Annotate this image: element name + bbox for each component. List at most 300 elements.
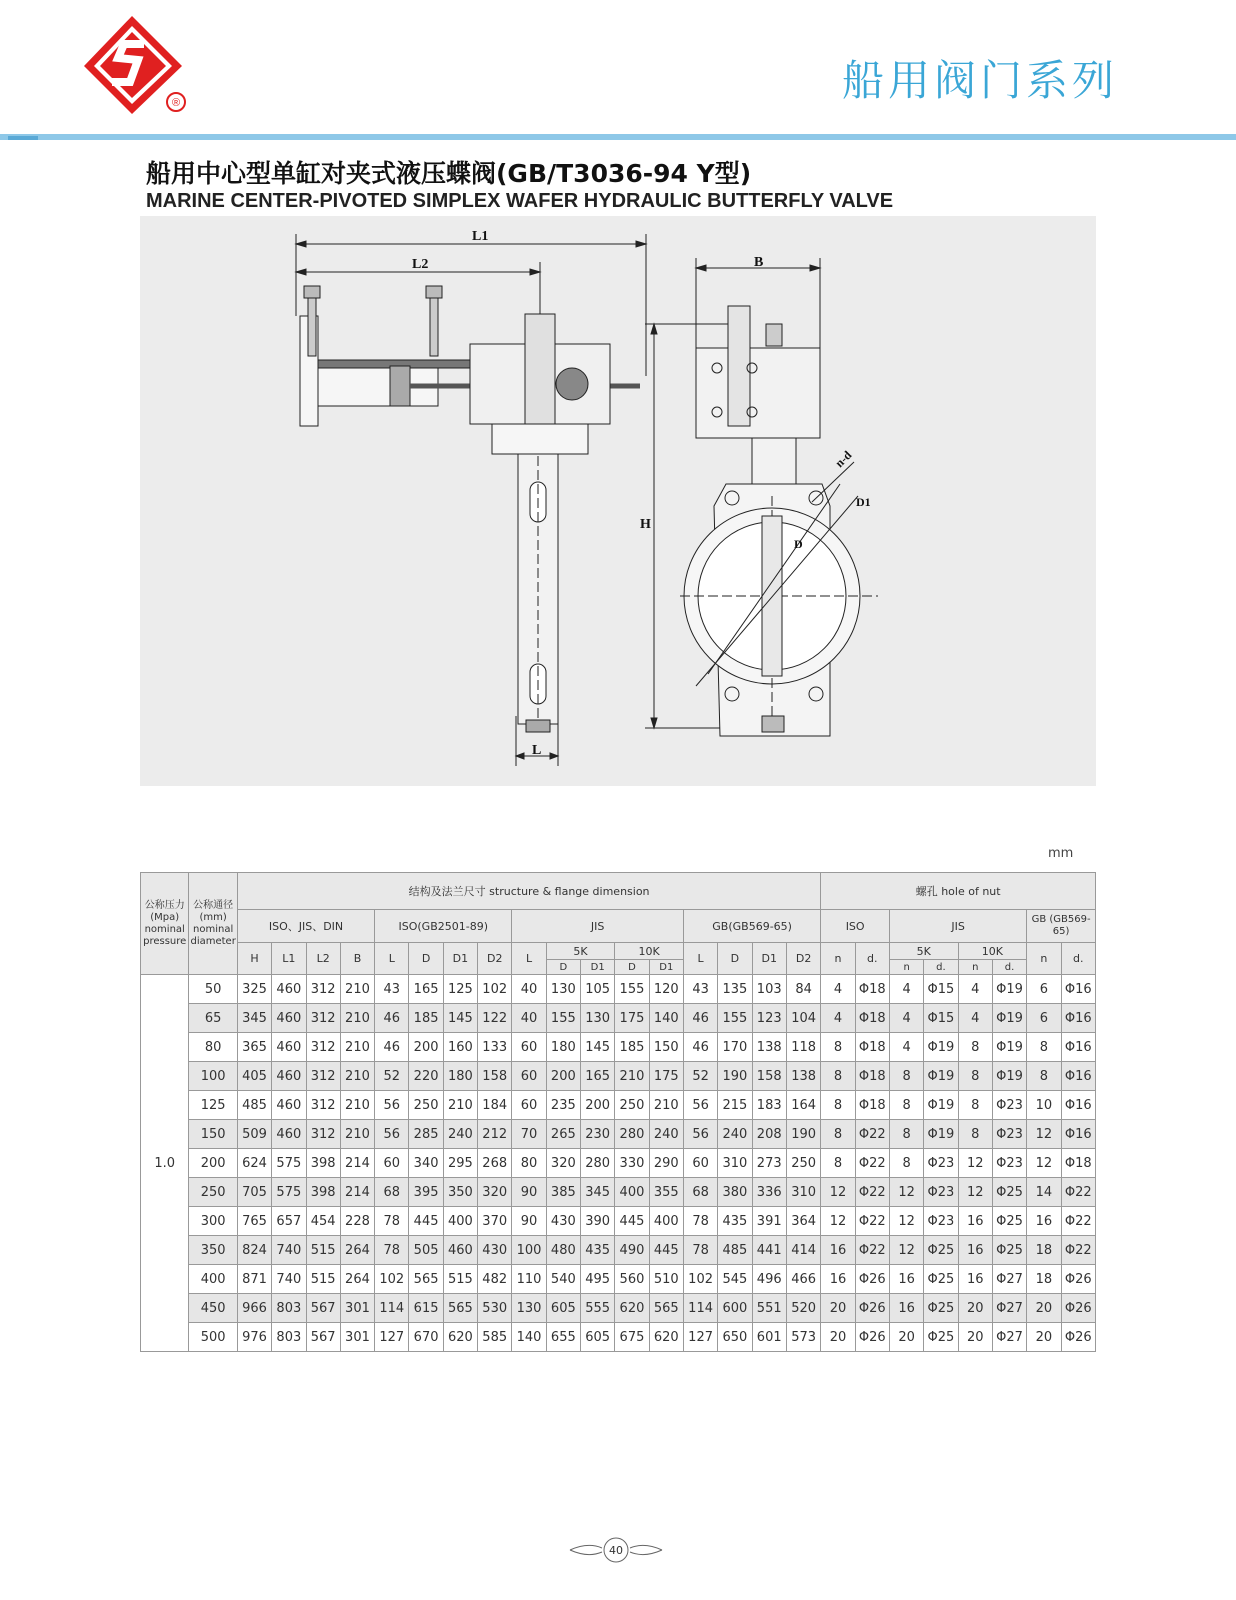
- table-cell: Φ19: [924, 1091, 958, 1120]
- table-cell: Φ25: [924, 1294, 958, 1323]
- table-cell: 551: [752, 1294, 786, 1323]
- table-cell: 138: [786, 1062, 820, 1091]
- sub-iso-gb: ISO(GB2501-89): [375, 910, 512, 943]
- table-cell: 620: [443, 1323, 477, 1352]
- table-cell: 8: [889, 1149, 923, 1178]
- table-cell: 56: [375, 1091, 409, 1120]
- table-cell: 310: [786, 1178, 820, 1207]
- table-cell: 110: [512, 1265, 546, 1294]
- table-cell: 312: [306, 1004, 340, 1033]
- table-cell: 228: [340, 1207, 374, 1236]
- table-cell: 4: [958, 1004, 992, 1033]
- table-cell: 8: [821, 1149, 855, 1178]
- table-cell: 102: [375, 1265, 409, 1294]
- table-cell: 214: [340, 1178, 374, 1207]
- table-cell: 210: [615, 1062, 649, 1091]
- spec-table-body: [141, 975, 1096, 1352]
- table-cell: 803: [272, 1323, 306, 1352]
- table-cell: 190: [786, 1120, 820, 1149]
- table-cell: 170: [718, 1033, 752, 1062]
- table-cell: 105: [581, 975, 615, 1004]
- h-10k-D: D: [615, 960, 649, 975]
- table-cell: 250: [409, 1091, 443, 1120]
- table-cell: 675: [615, 1323, 649, 1352]
- table-cell: 214: [340, 1149, 374, 1178]
- table-cell: 290: [649, 1149, 683, 1178]
- table-cell: 620: [615, 1294, 649, 1323]
- table-cell: 20: [1027, 1294, 1061, 1323]
- table-cell: 573: [786, 1323, 820, 1352]
- table-cell: 20: [821, 1323, 855, 1352]
- table-row: [141, 1149, 1096, 1178]
- table-cell: 670: [409, 1323, 443, 1352]
- table-cell: 601: [752, 1323, 786, 1352]
- table-row: [141, 1265, 1096, 1294]
- table-cell: 398: [306, 1178, 340, 1207]
- table-cell: Φ25: [924, 1265, 958, 1294]
- table-cell: 345: [581, 1178, 615, 1207]
- h-H: H: [237, 943, 271, 975]
- table-cell: 123: [752, 1004, 786, 1033]
- table-cell: 210: [340, 975, 374, 1004]
- table-cell: 210: [340, 1120, 374, 1149]
- table-cell: 43: [683, 975, 717, 1004]
- table-cell: 130: [546, 975, 580, 1004]
- spec-table: [140, 872, 1096, 1352]
- group-structure: 结构及法兰尺寸 structure & flange dimension: [237, 873, 820, 910]
- table-cell: 52: [683, 1062, 717, 1091]
- group-bolt: 螺孔 hole of nut: [821, 873, 1096, 910]
- table-cell: Φ19: [924, 1033, 958, 1062]
- h-gb-L: L: [683, 943, 717, 975]
- table-cell: 655: [546, 1323, 580, 1352]
- table-cell: 657: [272, 1207, 306, 1236]
- table-cell: 705: [237, 1178, 271, 1207]
- table-cell: 138: [752, 1033, 786, 1062]
- table-cell: 185: [615, 1033, 649, 1062]
- h-5kb-n: n: [889, 960, 923, 975]
- sub-iso-bolt: ISO: [821, 910, 890, 943]
- table-cell: 155: [718, 1004, 752, 1033]
- table-cell: 740: [272, 1265, 306, 1294]
- product-title-cn: 船用中心型单缸对夹式液压蝶阀(GB/T3036-94 Y型): [146, 159, 752, 188]
- table-cell: 16: [889, 1294, 923, 1323]
- table-cell: 4: [958, 975, 992, 1004]
- series-title: 船用阀门系列: [841, 56, 1118, 105]
- table-cell: 460: [272, 975, 306, 1004]
- table-cell: 400: [649, 1207, 683, 1236]
- table-cell: 70: [512, 1120, 546, 1149]
- table-cell: 155: [546, 1004, 580, 1033]
- table-cell: 445: [649, 1236, 683, 1265]
- table-cell: 8: [958, 1091, 992, 1120]
- table-cell: 385: [546, 1178, 580, 1207]
- table-cell: 545: [718, 1265, 752, 1294]
- valve-drawing: [140, 216, 1096, 786]
- col-pressure: 公称压力 (Mpa) nominal pressure: [141, 873, 189, 975]
- table-cell: 40: [512, 975, 546, 1004]
- table-cell: Φ16: [1061, 1004, 1095, 1033]
- table-cell: 20: [821, 1294, 855, 1323]
- table-cell: 301: [340, 1294, 374, 1323]
- table-cell: Φ26: [855, 1265, 889, 1294]
- table-cell: 4: [889, 975, 923, 1004]
- h-jis-10k: 10K: [615, 943, 684, 960]
- table-cell: 250: [786, 1149, 820, 1178]
- h-10kb-d: d.: [992, 960, 1026, 975]
- table-cell: 165: [581, 1062, 615, 1091]
- table-cell: 135: [718, 975, 752, 1004]
- table-row: [141, 1236, 1096, 1265]
- table-cell: 650: [718, 1323, 752, 1352]
- svg-text:n-d: n-d: [832, 447, 855, 471]
- table-cell: 824: [237, 1236, 271, 1265]
- table-cell: Φ23: [992, 1120, 1026, 1149]
- table-cell: 68: [375, 1178, 409, 1207]
- table-cell: 175: [615, 1004, 649, 1033]
- table-cell: 264: [340, 1236, 374, 1265]
- table-cell: 435: [581, 1236, 615, 1265]
- table-cell: 336: [752, 1178, 786, 1207]
- table-cell: 8: [1027, 1062, 1061, 1091]
- table-row: [141, 1062, 1096, 1091]
- table-cell: 301: [340, 1323, 374, 1352]
- table-cell: 340: [409, 1149, 443, 1178]
- table-cell: Φ23: [924, 1178, 958, 1207]
- table-cell: 445: [615, 1207, 649, 1236]
- h-iso-n: n: [821, 943, 855, 975]
- diameter-cell: 400: [189, 1265, 237, 1294]
- table-cell: 320: [478, 1178, 512, 1207]
- table-cell: 20: [889, 1323, 923, 1352]
- table-cell: 490: [615, 1236, 649, 1265]
- table-cell: 509: [237, 1120, 271, 1149]
- table-cell: 540: [546, 1265, 580, 1294]
- sub-jis: JIS: [512, 910, 684, 943]
- table-cell: 976: [237, 1323, 271, 1352]
- table-cell: 8: [821, 1091, 855, 1120]
- table-cell: 56: [375, 1120, 409, 1149]
- h-jisb-5k: 5K: [889, 943, 958, 960]
- table-cell: 102: [478, 975, 512, 1004]
- table-cell: 765: [237, 1207, 271, 1236]
- table-cell: 430: [478, 1236, 512, 1265]
- table-cell: 200: [409, 1033, 443, 1062]
- table-cell: 505: [409, 1236, 443, 1265]
- table-cell: 240: [443, 1120, 477, 1149]
- table-cell: 6: [1027, 1004, 1061, 1033]
- table-cell: 496: [752, 1265, 786, 1294]
- table-row: [141, 1091, 1096, 1120]
- table-cell: 78: [375, 1207, 409, 1236]
- table-cell: 6: [1027, 975, 1061, 1004]
- h-jisb-10k: 10K: [958, 943, 1027, 960]
- table-cell: 565: [649, 1294, 683, 1323]
- table-cell: 158: [752, 1062, 786, 1091]
- table-cell: 235: [546, 1091, 580, 1120]
- table-cell: 125: [443, 975, 477, 1004]
- svg-text:L: L: [532, 743, 542, 758]
- table-cell: 140: [512, 1323, 546, 1352]
- table-cell: 320: [546, 1149, 580, 1178]
- table-cell: Φ22: [1061, 1236, 1095, 1265]
- table-cell: 605: [546, 1294, 580, 1323]
- table-cell: Φ18: [855, 1033, 889, 1062]
- table-cell: 155: [615, 975, 649, 1004]
- table-cell: Φ23: [924, 1207, 958, 1236]
- table-cell: 145: [443, 1004, 477, 1033]
- h-5k-D: D: [546, 960, 580, 975]
- table-cell: 16: [821, 1236, 855, 1265]
- table-cell: 510: [649, 1265, 683, 1294]
- table-cell: 12: [821, 1178, 855, 1207]
- table-cell: 430: [546, 1207, 580, 1236]
- table-cell: 60: [512, 1091, 546, 1120]
- table-cell: 8: [889, 1120, 923, 1149]
- table-cell: 46: [375, 1004, 409, 1033]
- table-cell: 14: [1027, 1178, 1061, 1207]
- table-cell: 555: [581, 1294, 615, 1323]
- table-cell: 210: [649, 1091, 683, 1120]
- table-cell: 114: [683, 1294, 717, 1323]
- diameter-cell: 450: [189, 1294, 237, 1323]
- table-cell: Φ22: [855, 1120, 889, 1149]
- table-cell: Φ26: [855, 1323, 889, 1352]
- table-cell: 114: [375, 1294, 409, 1323]
- table-cell: 575: [272, 1149, 306, 1178]
- table-cell: 84: [786, 975, 820, 1004]
- company-logo: [82, 14, 192, 114]
- h-D1: D1: [443, 943, 477, 975]
- table-cell: 395: [409, 1178, 443, 1207]
- table-cell: 102: [683, 1265, 717, 1294]
- table-cell: 16: [889, 1265, 923, 1294]
- table-cell: 12: [821, 1207, 855, 1236]
- table-cell: Φ25: [992, 1178, 1026, 1207]
- table-cell: 16: [1027, 1207, 1061, 1236]
- h-L: L: [375, 943, 409, 975]
- h-gb-D2: D2: [786, 943, 820, 975]
- h-gb-D1: D1: [752, 943, 786, 975]
- h-10kb-n: n: [958, 960, 992, 975]
- table-cell: 12: [1027, 1120, 1061, 1149]
- table-cell: Φ27: [992, 1323, 1026, 1352]
- table-cell: 164: [786, 1091, 820, 1120]
- table-cell: 78: [683, 1236, 717, 1265]
- table-cell: Φ23: [992, 1091, 1026, 1120]
- table-cell: 20: [958, 1294, 992, 1323]
- table-cell: 43: [375, 975, 409, 1004]
- table-cell: 12: [889, 1236, 923, 1265]
- table-cell: 398: [306, 1149, 340, 1178]
- sub-jis-bolt: JIS: [889, 910, 1026, 943]
- table-cell: 210: [340, 1062, 374, 1091]
- table-cell: 482: [478, 1265, 512, 1294]
- table-cell: 280: [615, 1120, 649, 1149]
- table-cell: 600: [718, 1294, 752, 1323]
- table-cell: 145: [581, 1033, 615, 1062]
- table-cell: 120: [649, 975, 683, 1004]
- table-cell: 280: [581, 1149, 615, 1178]
- table-cell: 46: [683, 1033, 717, 1062]
- table-cell: Φ18: [855, 975, 889, 1004]
- table-cell: 220: [409, 1062, 443, 1091]
- table-cell: Φ22: [855, 1149, 889, 1178]
- table-cell: 122: [478, 1004, 512, 1033]
- table-cell: 405: [237, 1062, 271, 1091]
- table-cell: Φ18: [855, 1091, 889, 1120]
- svg-text:B: B: [754, 255, 764, 270]
- table-cell: 312: [306, 1062, 340, 1091]
- table-cell: 495: [581, 1265, 615, 1294]
- table-row: [141, 1294, 1096, 1323]
- table-cell: 180: [443, 1062, 477, 1091]
- table-cell: 480: [546, 1236, 580, 1265]
- table-cell: 200: [546, 1062, 580, 1091]
- table-cell: 8: [821, 1062, 855, 1091]
- table-cell: Φ26: [1061, 1323, 1095, 1352]
- table-cell: 80: [512, 1149, 546, 1178]
- table-cell: 133: [478, 1033, 512, 1062]
- table-cell: 966: [237, 1294, 271, 1323]
- table-cell: Φ22: [1061, 1178, 1095, 1207]
- table-cell: 364: [786, 1207, 820, 1236]
- table-cell: Φ19: [992, 1004, 1026, 1033]
- table-cell: 585: [478, 1323, 512, 1352]
- table-cell: 615: [409, 1294, 443, 1323]
- table-cell: Φ25: [992, 1236, 1026, 1265]
- table-cell: 16: [821, 1265, 855, 1294]
- table-cell: 565: [409, 1265, 443, 1294]
- table-cell: 530: [478, 1294, 512, 1323]
- table-cell: 312: [306, 1091, 340, 1120]
- table-cell: 56: [683, 1120, 717, 1149]
- table-cell: 740: [272, 1236, 306, 1265]
- table-cell: 454: [306, 1207, 340, 1236]
- table-cell: 445: [409, 1207, 443, 1236]
- table-cell: 567: [306, 1323, 340, 1352]
- table-cell: 370: [478, 1207, 512, 1236]
- table-cell: 485: [237, 1091, 271, 1120]
- table-cell: Φ15: [924, 975, 958, 1004]
- unit-label: mm: [1048, 846, 1074, 861]
- table-cell: 212: [478, 1120, 512, 1149]
- diameter-cell: 50: [189, 975, 237, 1004]
- h-L2: L2: [306, 943, 340, 975]
- table-cell: 165: [409, 975, 443, 1004]
- table-cell: 264: [340, 1265, 374, 1294]
- table-cell: 325: [237, 975, 271, 1004]
- table-cell: 60: [512, 1062, 546, 1091]
- table-cell: Φ16: [1061, 975, 1095, 1004]
- col-diameter: 公称通径 (mm) nominal diameter: [189, 873, 237, 975]
- table-cell: 60: [512, 1033, 546, 1062]
- table-cell: 130: [512, 1294, 546, 1323]
- table-cell: 40: [512, 1004, 546, 1033]
- table-cell: 104: [786, 1004, 820, 1033]
- page-number-ornament: [568, 1536, 664, 1564]
- h-jis-5k: 5K: [546, 943, 615, 960]
- diameter-cell: 200: [189, 1149, 237, 1178]
- table-cell: 8: [1027, 1033, 1061, 1062]
- table-cell: 365: [237, 1033, 271, 1062]
- table-cell: 184: [478, 1091, 512, 1120]
- table-row: [141, 1033, 1096, 1062]
- table-cell: 250: [615, 1091, 649, 1120]
- table-cell: 8: [821, 1033, 855, 1062]
- table-cell: 90: [512, 1207, 546, 1236]
- table-cell: 400: [443, 1207, 477, 1236]
- table-cell: Φ26: [1061, 1294, 1095, 1323]
- table-cell: 520: [786, 1294, 820, 1323]
- table-cell: 310: [718, 1149, 752, 1178]
- table-cell: 390: [581, 1207, 615, 1236]
- table-cell: Φ26: [1061, 1265, 1095, 1294]
- table-cell: 285: [409, 1120, 443, 1149]
- table-cell: 103: [752, 975, 786, 1004]
- table-cell: Φ25: [924, 1236, 958, 1265]
- table-cell: Φ19: [924, 1062, 958, 1091]
- table-cell: Φ25: [924, 1323, 958, 1352]
- table-cell: 391: [752, 1207, 786, 1236]
- table-cell: 12: [1027, 1149, 1061, 1178]
- svg-text:®: ®: [171, 97, 181, 109]
- h-5kb-d: d.: [924, 960, 958, 975]
- table-cell: 414: [786, 1236, 820, 1265]
- table-cell: 16: [958, 1236, 992, 1265]
- table-cell: 8: [958, 1033, 992, 1062]
- table-cell: 210: [340, 1091, 374, 1120]
- table-cell: 4: [821, 975, 855, 1004]
- diameter-cell: 80: [189, 1033, 237, 1062]
- table-cell: 210: [340, 1004, 374, 1033]
- table-cell: 16: [958, 1265, 992, 1294]
- table-cell: 515: [443, 1265, 477, 1294]
- table-cell: Φ22: [1061, 1207, 1095, 1236]
- h-gbb-d: d.: [1061, 943, 1095, 975]
- table-cell: Φ25: [992, 1207, 1026, 1236]
- h-5k-D1: D1: [581, 960, 615, 975]
- table-cell: 160: [443, 1033, 477, 1062]
- diameter-cell: 65: [189, 1004, 237, 1033]
- table-cell: 18: [1027, 1265, 1061, 1294]
- table-cell: 12: [958, 1178, 992, 1207]
- table-cell: Φ19: [992, 1062, 1026, 1091]
- svg-text:H: H: [640, 517, 651, 532]
- table-row: [141, 1120, 1096, 1149]
- table-cell: 52: [375, 1062, 409, 1091]
- product-title-en: MARINE CENTER-PIVOTED SIMPLEX WAFER HYDRAULIC BUTTERFLY VALVE: [146, 190, 894, 212]
- table-cell: 46: [683, 1004, 717, 1033]
- table-cell: 210: [340, 1033, 374, 1062]
- svg-text:D1: D1: [856, 495, 871, 509]
- table-cell: 78: [683, 1207, 717, 1236]
- table-cell: Φ27: [992, 1265, 1026, 1294]
- table-cell: Φ16: [1061, 1033, 1095, 1062]
- table-cell: 624: [237, 1149, 271, 1178]
- table-cell: 460: [272, 1033, 306, 1062]
- table-cell: 200: [581, 1091, 615, 1120]
- table-cell: 575: [272, 1178, 306, 1207]
- table-cell: Φ19: [992, 1033, 1026, 1062]
- table-cell: 180: [546, 1033, 580, 1062]
- h-jis-L: L: [512, 943, 546, 975]
- table-cell: Φ27: [992, 1294, 1026, 1323]
- table-cell: 312: [306, 1120, 340, 1149]
- h-D2: D2: [478, 943, 512, 975]
- diameter-cell: 250: [189, 1178, 237, 1207]
- table-cell: 10: [1027, 1091, 1061, 1120]
